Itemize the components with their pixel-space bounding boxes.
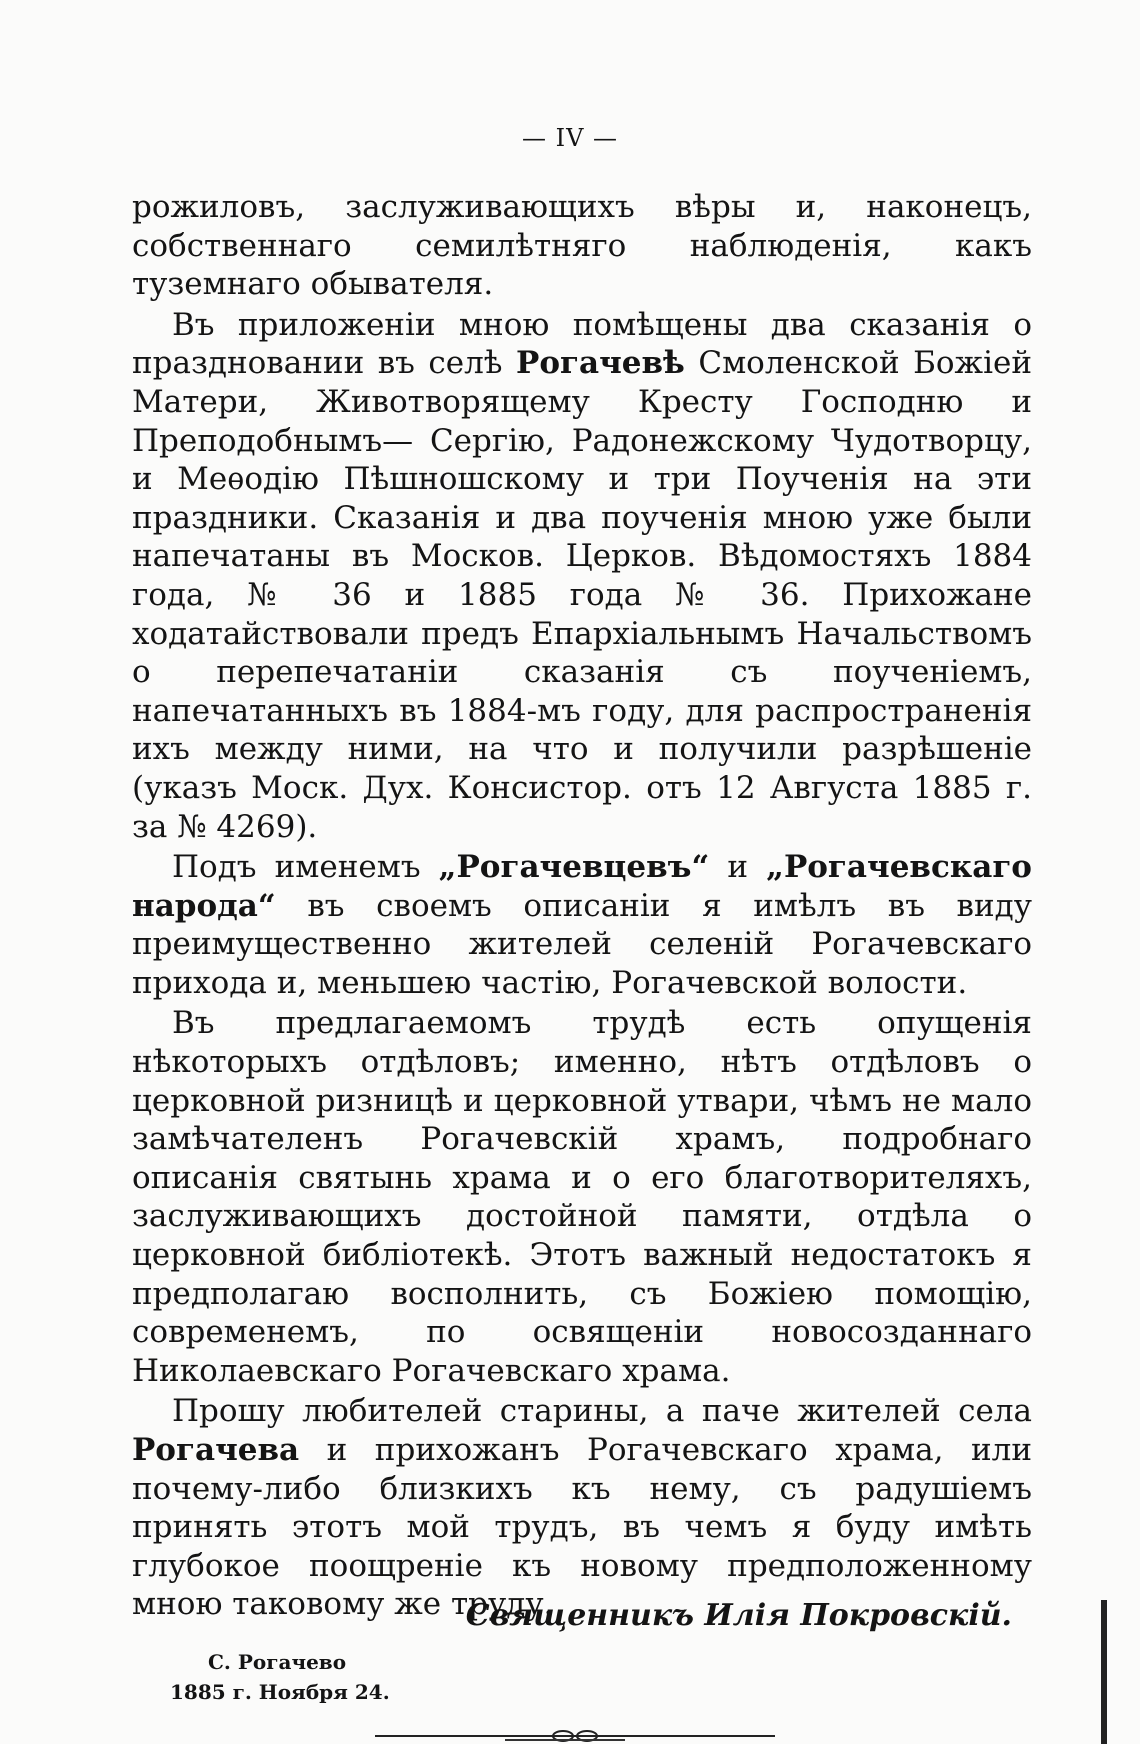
bold-text: Рогачевѣ: [516, 345, 685, 382]
paragraph-text: рожиловъ, заслуживающихъ вѣры и, наконецъ, собственнаго семилѣтняго наблюденія, какъ туземнаго обывателя.: [132, 189, 1032, 303]
bold-text: Рогачева: [132, 1432, 300, 1468]
date: 1885 г. Ноября 24.: [170, 1680, 390, 1704]
bold-text: „Рогачевцевъ“: [438, 849, 710, 886]
paragraph-text: Прошу любителей старины, а паче жителей села: [172, 1393, 1032, 1430]
paragraph-2: [132, 306, 1032, 846]
bottom-rule: [505, 1736, 625, 1744]
signature: Священникъ Илія Покровскій.: [465, 1598, 1012, 1633]
place: С. Рогачево: [208, 1650, 347, 1674]
paragraph-text: въ своемъ описаніи я имѣлъ въ виду преимущественно жителей селеній Рогачевскаго прихода и, меньшею частію, Рогачевской волости.: [132, 887, 1032, 1001]
body-text: [132, 188, 1032, 1624]
paragraph-3: [132, 848, 1032, 1002]
paragraph-text: Подъ именемъ: [172, 849, 439, 886]
page-edge-mark: [1101, 1600, 1107, 1744]
paragraph-text: и: [709, 849, 767, 886]
bold-text: „Рогачевскаго народа“: [132, 849, 1032, 924]
paragraph-5: [132, 1392, 1032, 1624]
paragraph-text: и прихожанъ Рогачевскаго храма, или почему-либо близкихъ къ нему, съ радушіемъ принять этотъ мой трудъ, въ чемъ я буду имѣть глубокое поощреніе къ новому предположенному мною таковому же труду.: [132, 1432, 1032, 1623]
page-number: — IV —: [521, 124, 619, 152]
paragraph-4: [132, 1004, 1032, 1390]
paragraph-text: Въ предлагаемомъ трудѣ есть опущенія нѣкоторыхъ отдѣловъ; именно, нѣтъ отдѣловъ о церковной ризницѣ и церковной утвари, чѣмъ не мало замѣчателенъ Рогачевскій храмъ, подробнаго описанія святынь храма и о его благотворителяхъ, заслуживающихъ достойной памяти, отдѣла о церковной библіотекѣ. Этотъ важный недостатокъ я предполагаю восполнить, съ Божіею помощію, современемъ, по освященіи новосозданнаго Николаевскаго Рогачевскаго храма.: [132, 1005, 1032, 1389]
paragraph-1: [132, 188, 1032, 304]
paragraph-text: Смоленской Божіей Матери, Животворящему Кресту Господню и Преподобнымъ— Сергію, Радонежскому Чудотворцу, и Меѳодію Пѣшношскому и три Поученія на эти праздники. Сказанія и два поученія мною уже были напечатаны въ Москов. Церков. Вѣдомостяхъ 1884 года, № 36 и 1885 года № 36. Прихожане ходатайствовали предъ Епархіальнымъ Начальствомъ о перепечатаніи сказанія съ поученіемъ, напечатанныхъ въ 1884-мъ году, для распространенія ихъ между ними, на что и получили разрѣшеніе (указъ Моск. Дух. Консистор. отъ 12 Августа 1885 г. за № 4269).: [132, 345, 1032, 845]
paragraph-text: Въ приложеніи мною помѣщены два сказанія о праздновании въ селѣ: [132, 306, 1032, 382]
